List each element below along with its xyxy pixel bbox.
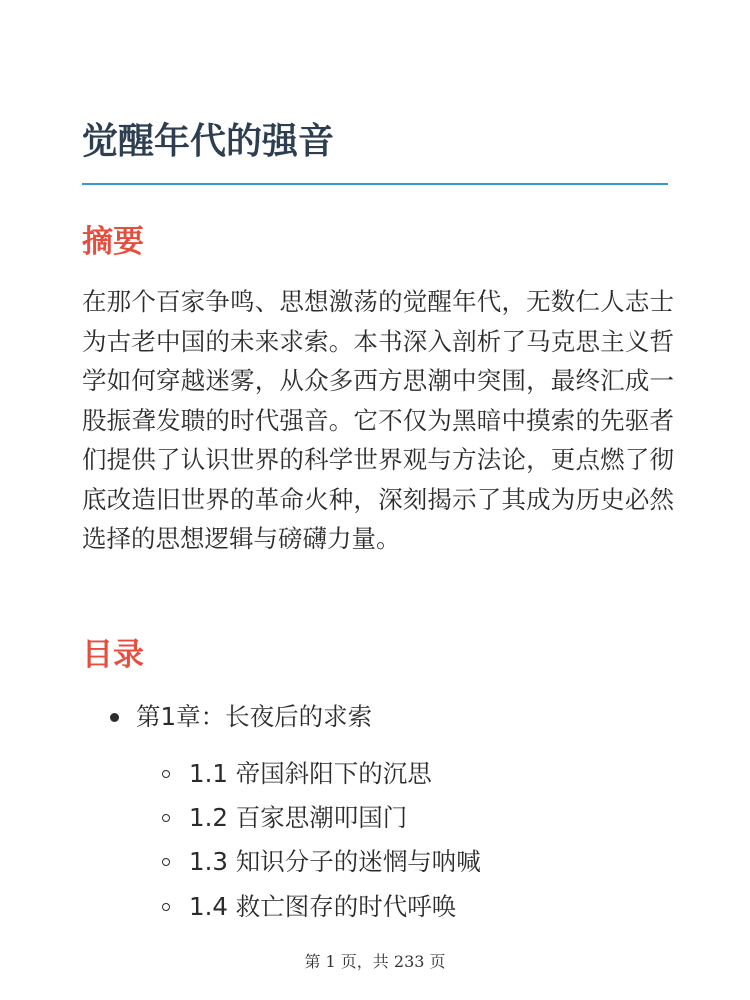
bullet-disc-icon [110, 713, 119, 722]
toc-section-label: 1.4 救亡图存的时代呼唤 [189, 892, 457, 921]
toc-section-label: 1.1 帝国斜阳下的沉思 [189, 759, 432, 788]
abstract-paragraph: 在那个百家争鸣、思想激荡的觉醒年代，无数仁人志士为古老中国的未来求索。本书深入剖析了马克思主义哲学如何穿越迷雾，从众多西方思潮中突围，最终汇成一股振聋发聩的时代强音。它不仅为黑暗中摸索的先驱者们提供了认识世界的科学世界观与方法论，更点燃了彻底改造旧世界的革命火种，深刻揭示了其成为历史必然选择的思想逻辑与磅礴力量。 [82, 287, 674, 553]
toc-section-label: 1.3 知识分子的迷惘与呐喊 [189, 847, 481, 876]
bullet-circle-icon [162, 770, 170, 778]
title-divider [82, 183, 668, 185]
abstract-heading: 摘要 [82, 224, 144, 260]
toc-section-label: 1.2 百家思潮叩国门 [189, 803, 408, 832]
page-footer: 第 1 页，共 233 页 [304, 952, 446, 971]
bullet-circle-icon [162, 903, 170, 911]
toc-chapter-label: 第1章：长夜后的求索 [136, 702, 373, 731]
bullet-circle-icon [162, 814, 170, 822]
document-title: 觉醒年代的强音 [82, 121, 335, 162]
toc-heading: 目录 [82, 637, 144, 673]
bullet-circle-icon [162, 858, 170, 866]
